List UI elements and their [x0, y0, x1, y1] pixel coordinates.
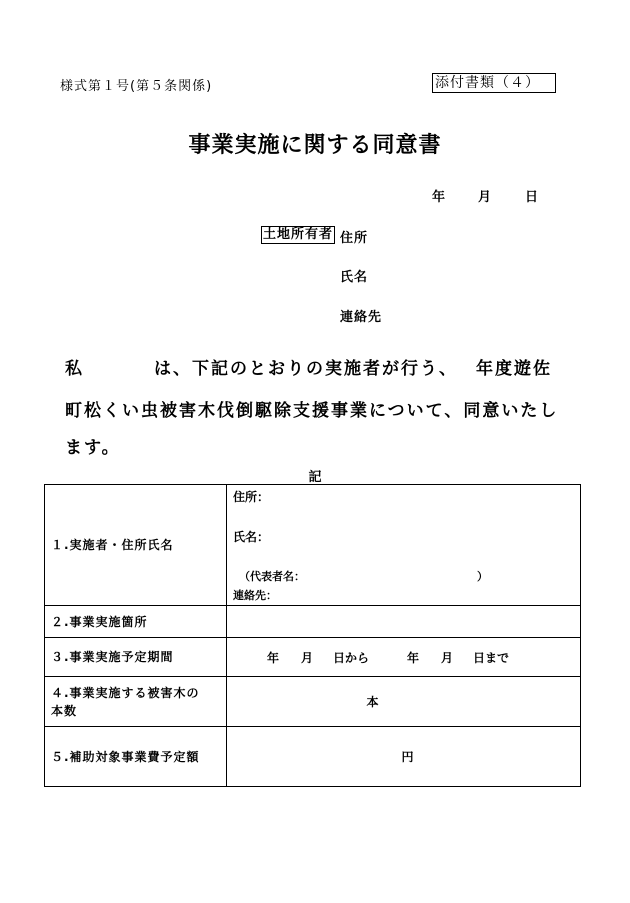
- owner-contact-label: 連絡先: [340, 310, 383, 325]
- table-row-period: [45, 638, 581, 677]
- period-day-from: 日から: [333, 651, 370, 665]
- owner-name-label: 氏名: [340, 270, 369, 285]
- implementer-address-label: 住所：: [233, 490, 270, 504]
- period-year-2: 年: [407, 651, 420, 665]
- budget-label: ５.補助対象事業費予定額: [45, 727, 227, 787]
- table-row-implementer: [45, 485, 581, 606]
- tree-count-unit: 本: [366, 695, 379, 709]
- details-table: [44, 484, 581, 787]
- period-year-1: 年: [267, 651, 280, 665]
- representative-label: （代表者名：: [239, 570, 305, 583]
- location-label: ２.事業実施箇所: [45, 606, 227, 638]
- tree-count-label-line-2: 本数: [51, 703, 78, 718]
- owner-address-label: 住所: [340, 231, 369, 246]
- implementer-cell[interactable]: [227, 485, 581, 606]
- representative-close-paren: ）: [477, 570, 488, 583]
- form-number: 様式第１号(第５条関係): [60, 79, 213, 94]
- budget-cell[interactable]: [227, 727, 581, 787]
- table-row-tree-count: [45, 677, 581, 727]
- date-month: 月: [478, 190, 492, 205]
- implementer-contact-label: 連絡先：: [233, 589, 277, 602]
- table-row-location: [45, 606, 581, 638]
- period-label: ３.事業実施予定期間: [45, 638, 227, 677]
- date-day: 日: [525, 190, 539, 205]
- attachment-label: 添付書類（４）: [432, 73, 556, 93]
- body-line-2: 町松くい虫被害木伐倒駆除支援事業について、同意いたし: [65, 401, 559, 421]
- tree-count-cell[interactable]: [227, 677, 581, 727]
- ki-label: 記: [308, 470, 322, 485]
- tree-count-label: [45, 677, 227, 727]
- implementer-name-label: 氏名：: [233, 530, 270, 544]
- period-cell[interactable]: [227, 638, 581, 677]
- table-row-budget: [45, 727, 581, 787]
- period-month-2: 月: [441, 651, 454, 665]
- body-line-1-text: は、下記のとおりの実施者が行う、: [154, 359, 458, 379]
- budget-unit: 円: [401, 750, 414, 764]
- body-line-1-end: 年度遊佐: [476, 359, 552, 379]
- land-owner-label: 土地所有者: [263, 227, 334, 242]
- period-month-1: 月: [301, 651, 314, 665]
- document-title: 事業実施に関する同意書: [188, 133, 442, 158]
- body-line-1: [65, 354, 552, 379]
- body-line-3: ます。: [65, 438, 121, 458]
- location-cell[interactable]: [227, 606, 581, 638]
- body-watashi: 私: [65, 359, 84, 379]
- implementer-label: １.実施者・住所氏名: [45, 485, 227, 606]
- tree-count-label-line-1: ４.事業実施する被害木の: [51, 685, 200, 700]
- period-day-until: 日まで: [473, 651, 510, 665]
- date-year: 年: [432, 190, 446, 205]
